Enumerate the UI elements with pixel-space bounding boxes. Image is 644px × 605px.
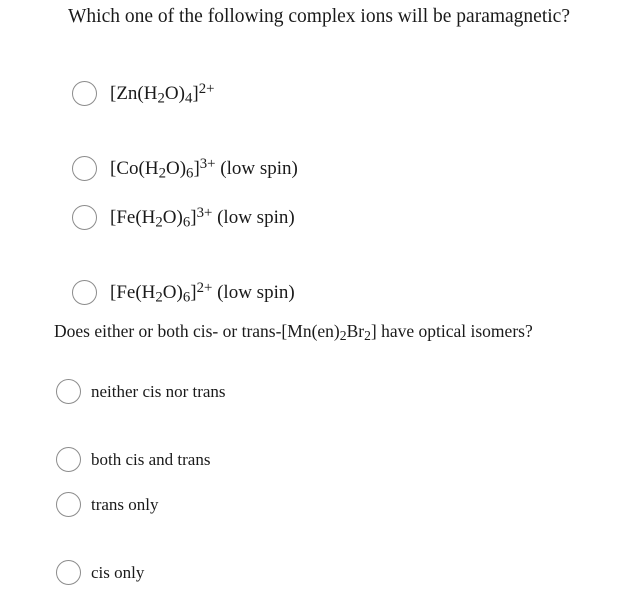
radio-button[interactable] (56, 379, 81, 404)
radio-button[interactable] (56, 447, 81, 472)
q1-option-co[interactable] (72, 156, 298, 181)
radio-button[interactable] (72, 205, 97, 230)
q2-option-both[interactable] (56, 447, 210, 472)
radio-button[interactable] (56, 492, 81, 517)
option-label: trans only (91, 494, 159, 514)
radio-button[interactable] (72, 280, 97, 305)
q1-option-fe3[interactable] (72, 205, 295, 230)
radio-button[interactable] (56, 560, 81, 585)
option-label: $[Fe(H_2O)_6]^{3+}$ (low spin) (110, 204, 295, 230)
option-label: $[Fe(H_2O)_6]^{2+}$ (low spin) (110, 279, 295, 305)
radio-button[interactable] (72, 156, 97, 181)
q2-option-cis-only[interactable] (56, 560, 144, 585)
radio-button[interactable] (72, 81, 97, 106)
option-label: both cis and trans (91, 449, 211, 469)
question-2-text: Does either or both cis- or trans-$[Mn(en)_2Br_2]$ have optical isomers? (54, 321, 533, 343)
option-label: neither cis nor trans (91, 381, 226, 401)
option-label: $[Zn(H_2O)_4]^{2+}$ (110, 80, 215, 106)
option-label: $[Co(H_2O)_6]^{3+}$ (low spin) (110, 155, 298, 181)
q1-option-fe2[interactable] (72, 280, 295, 305)
q2-option-neither[interactable] (56, 379, 226, 404)
q2-option-trans-only[interactable] (56, 492, 159, 517)
q1-option-zn[interactable] (72, 81, 214, 106)
option-label: cis only (91, 562, 145, 582)
question-1-text: Which one of the following complex ions will be paramagnetic? (68, 6, 570, 27)
